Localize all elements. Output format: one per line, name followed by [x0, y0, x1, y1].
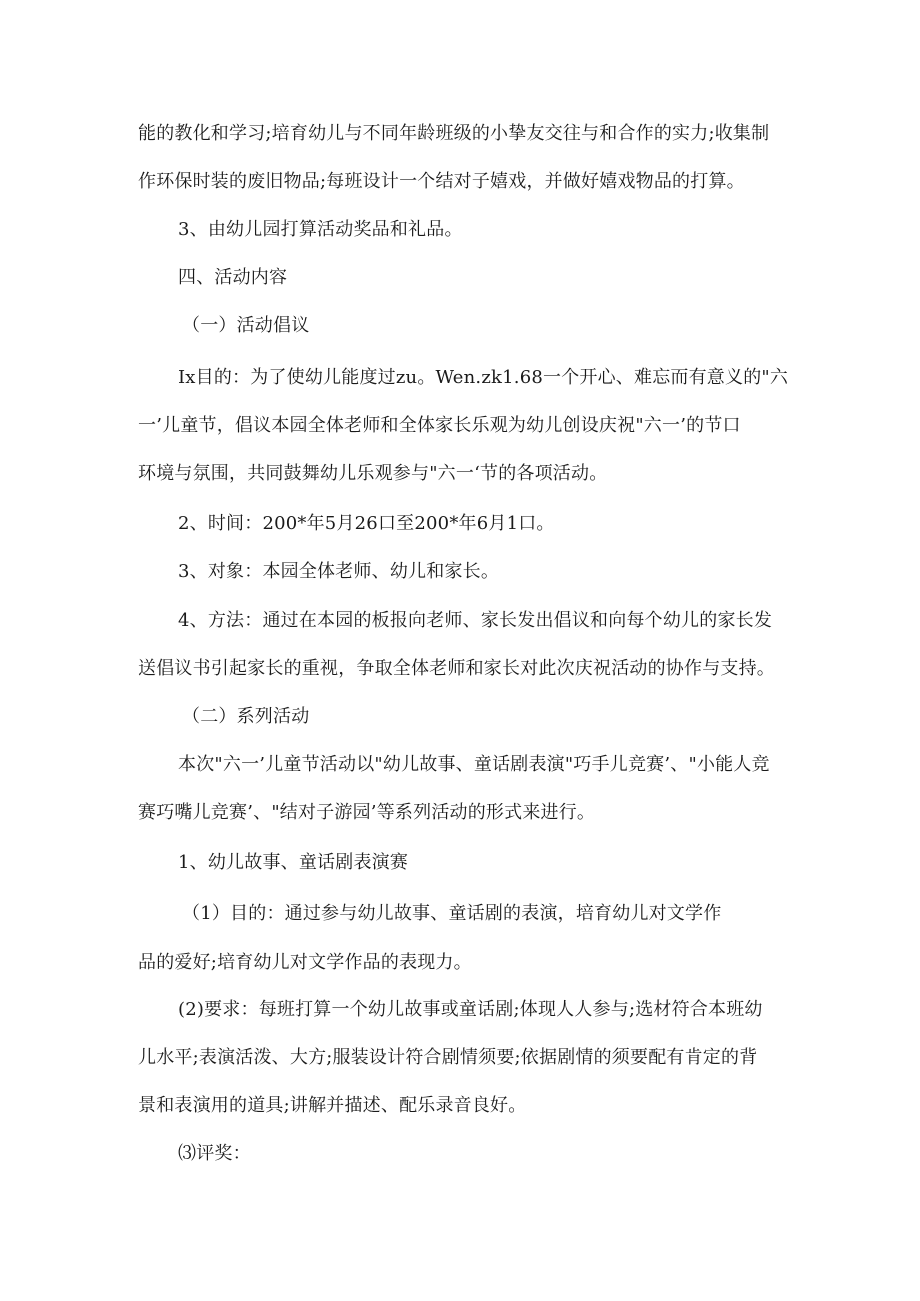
paragraph-line: 能的教化和学习;培育幼儿与不同年龄班级的小挚友交往与和合作的实力;收集制 [138, 123, 770, 144]
paragraph-line: 作环保时装的废旧物品;每班设计一个结对子嬉戏，并做好嬉戏物品的打算。 [138, 171, 745, 192]
item-heading: 1、幼儿故事、童话剧表演赛 [178, 852, 409, 873]
paragraph-line: 3、由幼儿园打算活动奖品和礼品。 [178, 219, 463, 240]
paragraph-line: 2、时间：200*年5月26口至200*年6月1口。 [178, 513, 555, 534]
paragraph-line: 4、方法：通过在本园的板报向老师、家长发出倡议和向每个幼儿的家长发 [178, 610, 773, 631]
paragraph-line: 环境与氛围，共同鼓舞幼儿乐观参与"六一‘节的各项活动。 [138, 463, 608, 484]
subsection-heading: （一）活动倡议 [182, 315, 310, 336]
paragraph-line: ⑶评奖： [178, 1143, 251, 1164]
subsection-heading: （二）系列活动 [182, 706, 310, 727]
paragraph-line: Ix目的：为了使幼儿能度过zu。Wen.zk1.68一个开心、难忘而有意义的"六 [178, 367, 789, 388]
section-heading: 四、活动内容 [178, 267, 288, 288]
paragraph-line: 品的爱好;培育幼儿对文学作品的表现力。 [138, 952, 472, 973]
paragraph-line: （1）目的：通过参与幼儿故事、童话剧的表演，培育幼儿对文学作 [182, 903, 722, 924]
paragraph-line: 本次"六一’儿童节活动以"幼儿故事、童话剧表演"巧手儿竞赛’、"小能人竞 [178, 754, 770, 775]
paragraph-line: 儿水平;表演活泼、大方;服装设计符合剧情须要;依据剧情的须要配有肯定的背 [138, 1047, 758, 1068]
paragraph-line: 3、对象：本园全体老师、幼儿和家长。 [178, 561, 500, 582]
paragraph-line: (2)要求：每班打算一个幼儿故事或童话剧;体现人人参与;选材符合本班幼 [178, 999, 763, 1020]
paragraph-line: 景和表演用的道具;讲解并描述、配乐录音良好。 [138, 1095, 527, 1116]
paragraph-line: 一’儿童节，倡议本园全体老师和全体家长乐观为幼儿创设庆祝"六一’的节口 [138, 415, 741, 436]
paragraph-line: 送倡议书引起家长的重视，争取全体老师和家长对此次庆祝活动的协作与支持。 [138, 658, 775, 679]
paragraph-line: 赛巧嘴儿竞赛’、"结对子游园’等系列活动的形式来进行。 [138, 802, 596, 823]
